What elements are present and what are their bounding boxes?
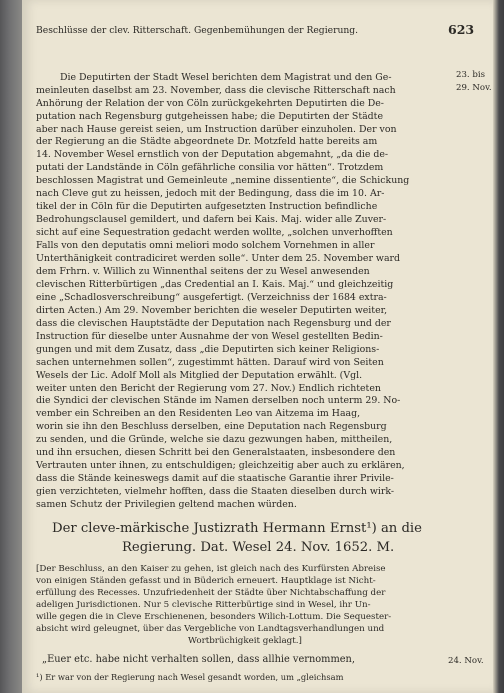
text-line: dass die clevischen Hauptstädte der Deputation nach Regensburg und der [36, 318, 391, 329]
summary-line: Wortbrüchigkeit geklagt.] [188, 636, 302, 646]
text-line: samen Schutz der Privilegien geltend machen würden. [36, 499, 297, 510]
text-line: meinleuten daselbst am 23. November, dass die clevische Ritterschaft nach [36, 85, 396, 96]
text-line: Falls von den deputatis omni meliori modo solchem Vornehmen in aller [36, 240, 375, 251]
text-line: clevischen Ritterbürtigen „das Credential an I. Kais. Maj.“ und gleichzeitig [36, 279, 394, 290]
running-title: Beschlüsse der clev. Ritterschaft. Gegenbemühungen der Regierung. [36, 25, 359, 36]
text-line: tikel der in Cöln für die Deputirten aufgesetzten Instruction befindliche [36, 201, 378, 212]
text-line: und ihn ersuchen, diesen Schritt bei den Generalstaaten, insbesondere den [36, 447, 396, 458]
text-line: Anhörung der Relation der von Cöln zurückgekehrten Deputirten die De- [36, 98, 384, 109]
summary-line: von einigen Ständen gefasst und in Büderich erneuert. Hauptklage ist Nicht- [36, 576, 376, 586]
summary-line: adeligen Jurisdictionen. Nur 5 clevische Ritterbürtige sind in Wesel, ihr Un- [36, 600, 371, 610]
text-line: dem Frhrn. v. Willich zu Winnenthal seitens der zu Wesel anwesenden [36, 266, 370, 277]
text-line: die Syndici der clevischen Stände im Namen derselben noch unterm 29. No- [36, 395, 401, 406]
text-line: gien verzichteten, vielmehr hofften, dass die Staaten dieselben durch wirk- [36, 486, 395, 497]
text-line: Wesels der Lic. Adolf Moll als Mitglied der Deputation erwählt. (Vgl. [36, 370, 363, 381]
summary-line: erfüllung des Recesses. Unzufriedenheit der Städte über Nichtabschaffung der [36, 588, 386, 598]
text-line: eine „Schadlosverschreibung“ ausgefertigt. (Verzeichniss der 1684 extra- [36, 292, 387, 303]
book-edge [493, 0, 504, 693]
summary-line: absicht wird geleugnet, über das Vergebliche von Landtagsverhandlungen und [36, 624, 385, 634]
book-spine-shadow [0, 0, 22, 693]
page-number: 623 [448, 22, 475, 37]
margin-date-note: 24. Nov. [448, 656, 484, 666]
margin-date-note: 23. bis [456, 70, 486, 80]
text-line: sachen unternehmen sollen“, zugestimmt hätten. Darauf wird von Seiten [36, 357, 384, 368]
text-line: sicht auf eine Sequestration gedacht werden wollte, „solchen unverhofften [36, 227, 393, 238]
text-line: nach Cleve gut zu heissen, jedoch mit der Bedingung, dass die im 10. Ar- [36, 188, 385, 199]
margin-date-note: 29. Nov. [456, 83, 492, 93]
text-line: vember ein Schreiben an den Residenten Leo van Aitzema im Haag, [36, 408, 361, 419]
text-line: dass die Stände keineswegs damit auf die staatische Garantie ihrer Privile- [36, 473, 394, 484]
footnote: ¹) Er war von der Regierung nach Wesel gesandt worden, um „gleichsam [36, 672, 344, 682]
text-line: Die Deputirten der Stadt Wesel berichten dem Magistrat und den Ge- [60, 72, 392, 83]
text-line: zu senden, und die Gründe, welche sie dazu gezwungen haben, mittheilen, [36, 434, 393, 445]
text-line: Vertrauten unter ihnen, zu entschuldigen; gleichzeitig aber auch zu erklären, [36, 460, 405, 471]
letter-opening-line: „Euer etc. habe nicht verhalten sollen, dass allhie vernommen, [42, 654, 355, 665]
text-line: 14. November Wesel ernstlich von der Deputation abgemahnt, „da die de- [36, 149, 389, 160]
text-line: worin sie ihn den Beschluss derselben, eine Deputation nach Regensburg [36, 421, 387, 432]
section-heading: Der cleve-märkische Justizrath Hermann Ernst¹) an die [52, 521, 422, 536]
text-line: dirten Acten.) Am 29. November berichten die weseler Deputirten weiter, [36, 305, 388, 316]
text-line: putati der Landstände in Cöln gefährliche consilia vor hätten“. Trotzdem [36, 162, 384, 173]
text-line: beschlossen Magistrat und Gemeinleute „nemine dissentiente“, die Schickung [36, 175, 410, 186]
text-line: aber nach Hause gereist seien, um Instruction darüber einzuholen. Der von [36, 124, 397, 135]
text-line: Unterthänigkeit contradiciret werden solle“. Unter dem 25. November ward [36, 253, 401, 264]
text-line: Bedrohungsclausel gemildert, und dafern bei Kais. Maj. wider alle Zuver- [36, 214, 387, 225]
text-line: weiter unten den Bericht der Regierung vom 27. Nov.) Endlich richteten [36, 383, 381, 394]
book-page [22, 0, 493, 693]
summary-line: wille gegen die in Cleve Erschienenen, besonders Wilich-Lottum. Die Sequester- [36, 612, 392, 622]
section-heading: Regierung. Dat. Wesel 24. Nov. 1652. M. [122, 540, 395, 555]
text-line: putation nach Regensburg gutgeheissen habe; die Deputirten der Städte [36, 111, 383, 122]
text-line: Instruction für dieselbe unter Ausnahme der von Wesel gestellten Bedin- [36, 331, 383, 342]
summary-line: [Der Beschluss, an den Kaiser zu gehen, ist gleich nach des Kurfürsten Abreise [36, 564, 386, 574]
text-line: der Regierung an die Städte abgeordnete Dr. Motzfeld hatte bereits am [36, 136, 378, 147]
text-line: gungen und mit dem Zusatz, dass „die Deputirten sich keiner Religions- [36, 344, 380, 355]
